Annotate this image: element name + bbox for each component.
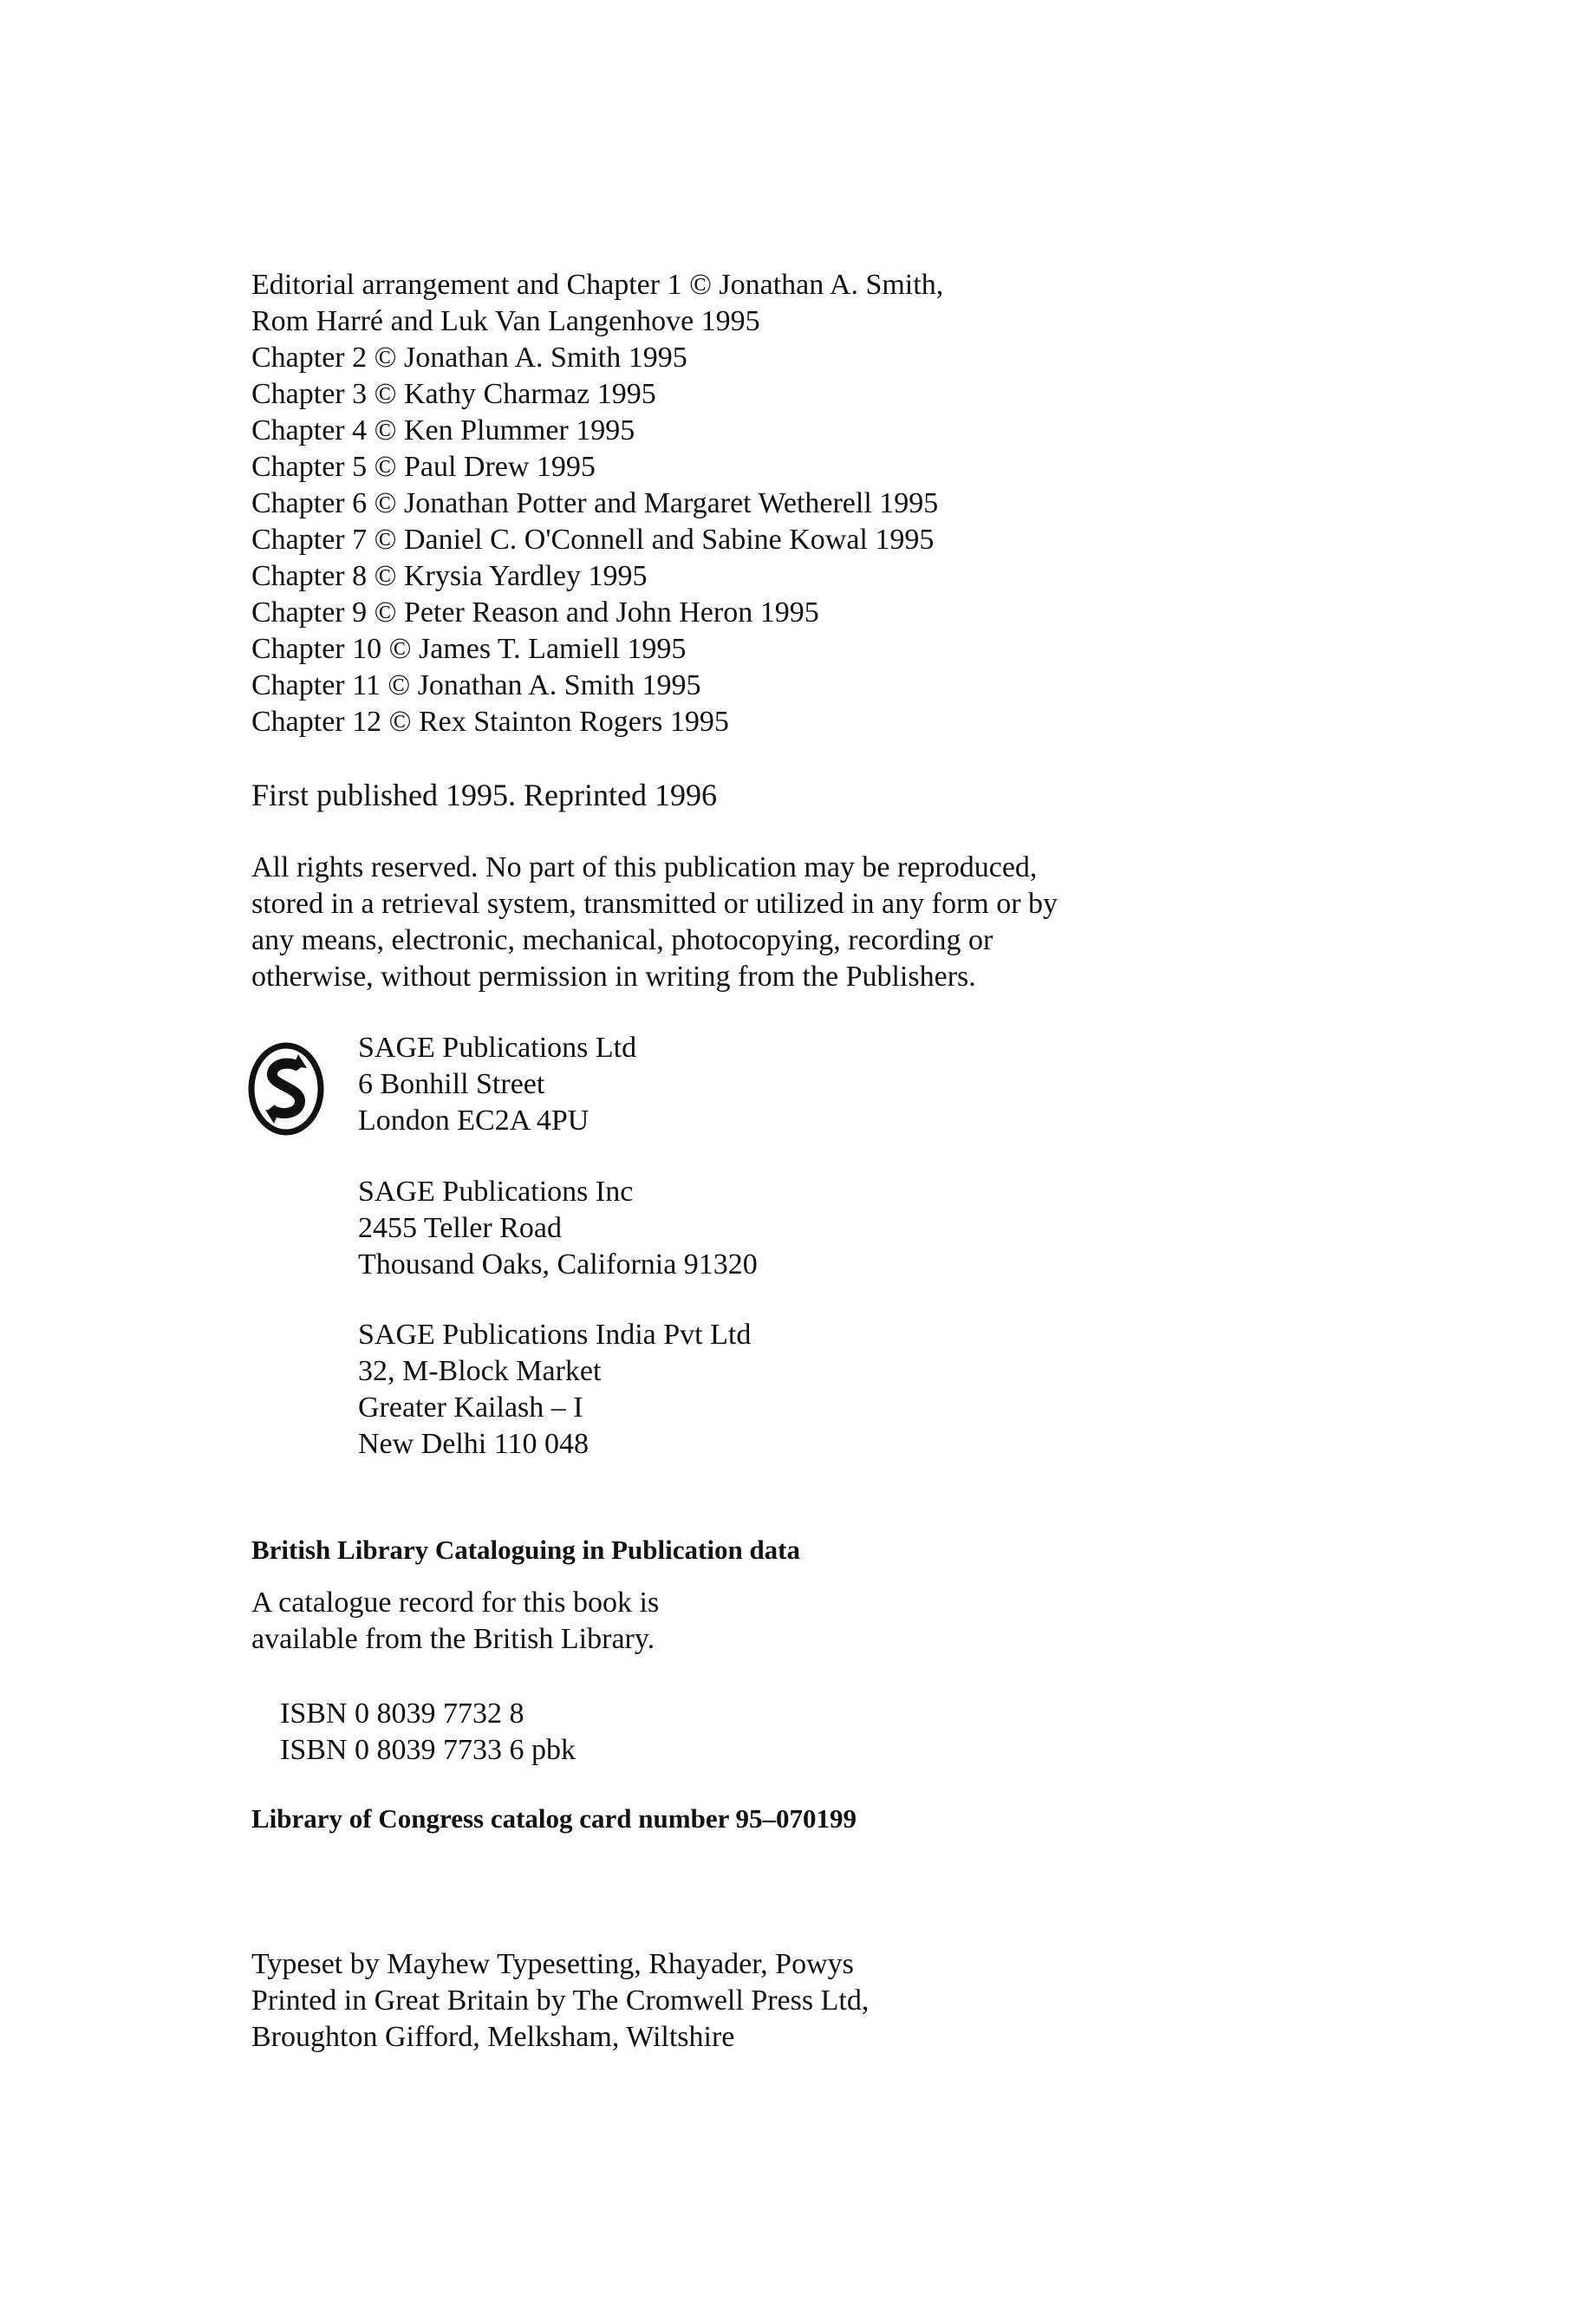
copyright-line: Chapter 11 © Jonathan A. Smith 1995 [251, 669, 701, 701]
rights-line: All rights reserved. No part of this publication may be reproduced, [251, 851, 1038, 883]
isbn-line: ISBN 0 8039 7732 8 [280, 1698, 524, 1730]
cip-heading: British Library Cataloguing in Publication data [251, 1535, 801, 1565]
address-us [358, 1174, 758, 1283]
copyright-line: Chapter 5 © Paul Drew 1995 [251, 451, 596, 483]
copyright-line: Chapter 10 © James T. Lamiell 1995 [251, 633, 687, 665]
sage-s-logo-icon [248, 1042, 324, 1136]
address-line: Greater Kailash – I [358, 1391, 583, 1424]
address-line: New Delhi 110 048 [358, 1428, 589, 1460]
address-line: 32, M-Block Market [358, 1355, 602, 1387]
rights-line: stored in a retrieval system, transmitted or utilized in any form or by [251, 888, 1059, 920]
address-line: 6 Bonhill Street [358, 1068, 545, 1100]
printer-line: Broughton Gifford, Melksham, Wiltshire [251, 2021, 735, 2053]
cip-line: A catalogue record for this book is [251, 1587, 660, 1619]
copyright-line: Chapter 12 © Rex Stainton Rogers 1995 [251, 706, 729, 738]
isbn-line: ISBN 0 8039 7733 6 pbk [280, 1734, 576, 1766]
address-uk [358, 1030, 636, 1139]
copyright-line: Chapter 3 © Kathy Charmaz 1995 [251, 378, 656, 410]
rights-line: any means, electronic, mechanical, photocopying, recording or [251, 924, 993, 956]
rights-statement [251, 850, 1058, 995]
address-line: SAGE Publications Inc [358, 1176, 634, 1208]
copyright-line: Chapter 8 © Krysia Yardley 1995 [251, 560, 648, 592]
address-line: 2455 Teller Road [358, 1212, 562, 1244]
address-line: Thousand Oaks, California 91320 [358, 1248, 758, 1281]
printer-info [251, 1946, 869, 2056]
copyright-line: Chapter 4 © Ken Plummer 1995 [251, 414, 635, 446]
copyright-line: Chapter 2 © Jonathan A. Smith 1995 [251, 342, 687, 374]
address-line: SAGE Publications Ltd [358, 1032, 637, 1064]
copyright-line: Rom Harré and Luk Van Langenhove 1995 [251, 305, 760, 337]
address-line: SAGE Publications India Pvt Ltd [358, 1319, 752, 1351]
printer-line: Typeset by Mayhew Typesetting, Rhayader, Powys [251, 1948, 854, 1980]
cip-line: available from the British Library. [251, 1623, 655, 1655]
address-line: London EC2A 4PU [358, 1105, 590, 1137]
copyright-line: Chapter 6 © Jonathan Potter and Margaret Wetherell 1995 [251, 487, 939, 519]
copyright-list [251, 267, 943, 740]
rights-line: otherwise, without permission in writing from the Publishers. [251, 961, 976, 993]
copyright-line: Chapter 7 © Daniel C. O'Connell and Sabine Kowal 1995 [251, 524, 935, 556]
address-india [358, 1317, 751, 1463]
publication-note: First published 1995. Reprinted 1996 [251, 778, 717, 812]
loc-catalog-number: Library of Congress catalog card number 95–070199 [251, 1803, 857, 1834]
cip-statement [251, 1585, 659, 1658]
printer-line: Printed in Great Britain by The Cromwell Press Ltd, [251, 1984, 870, 2017]
copyright-line: Chapter 9 © Peter Reason and John Heron 1995 [251, 596, 819, 629]
copyright-line: Editorial arrangement and Chapter 1 © Jonathan A. Smith, [251, 269, 944, 301]
isbn-list [280, 1696, 576, 1769]
